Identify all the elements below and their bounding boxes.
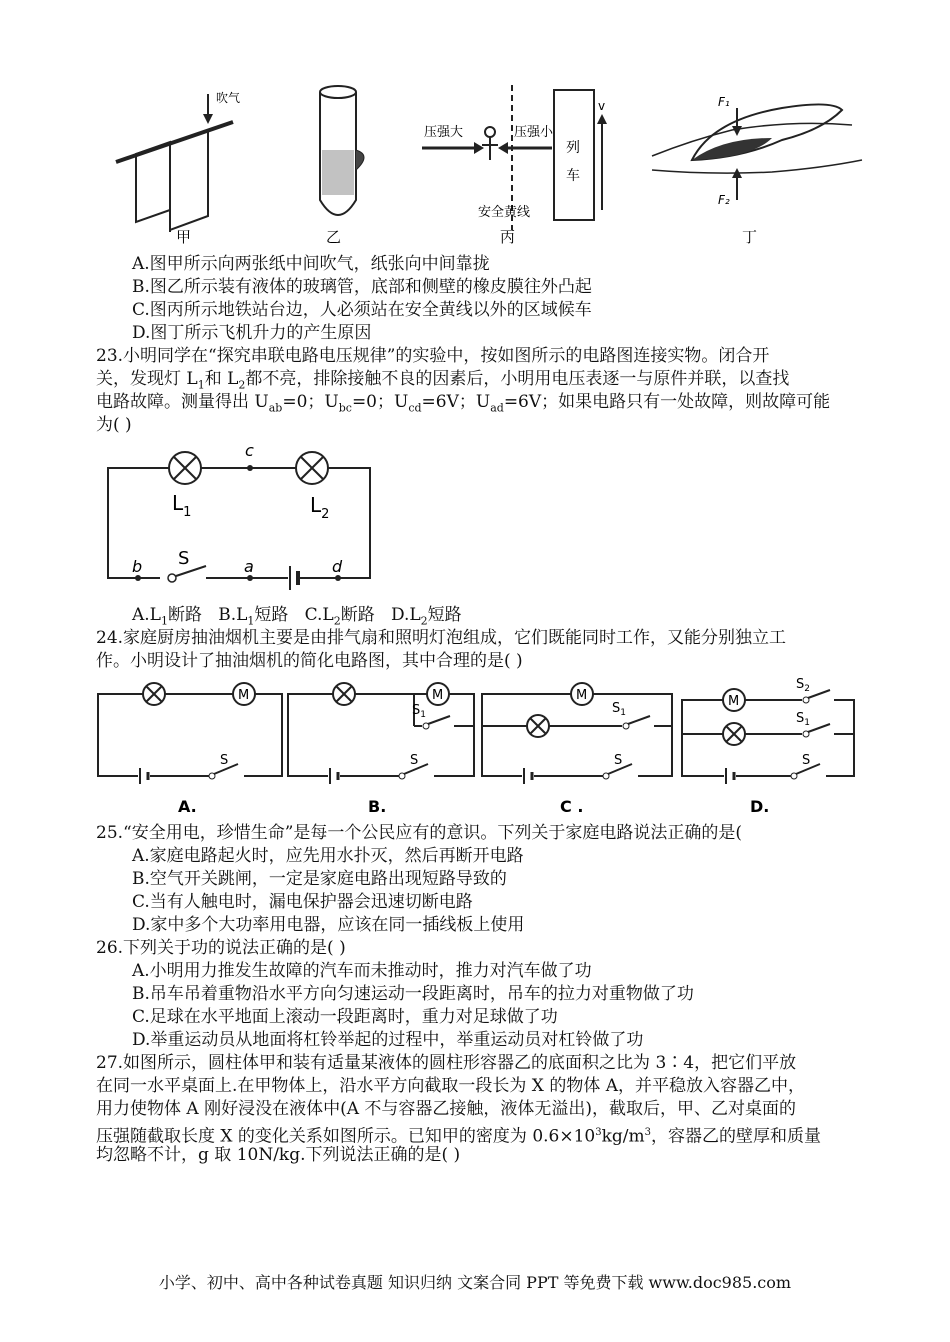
q26-stem: 26.下列关于功的说法正确的是( ) (96, 938, 346, 958)
jia-label: 甲 (176, 228, 192, 246)
svg-text:S: S (802, 753, 811, 768)
circuit-b: b (132, 557, 143, 576)
q24-circuit-b (288, 683, 474, 816)
bing-right: 压强小 (514, 125, 554, 140)
q24-circuits (92, 672, 867, 822)
circuit-c: c (245, 441, 254, 460)
q25-option-b: B.空气开关跳闸，一定是家庭电路出现短路导致的 (132, 869, 507, 889)
q22-option-a: A.图甲所示向两张纸中间吹气，纸张向中间靠拢 (132, 254, 490, 274)
svg-text:A.: A. (178, 797, 197, 816)
q26-option-d: D.举重运动员从地面将杠铃举起的过程中，举重运动员对杠铃做了功 (132, 1030, 644, 1050)
q27-line-4: 压强随截取长度 X 的变化关系如图所示。已知甲的密度为 $0.6\times 10^3kg/m^3$，容器乙的壁厚和质量 (96, 1126, 822, 1147)
q22-option-c: C.图丙所示地铁站台边，人必须站在安全黄线以外的区域候车 (132, 300, 592, 320)
figure-bing (422, 80, 622, 250)
svg-text:M: M (576, 688, 588, 703)
circuit-l2: $L_2$ (310, 493, 330, 522)
q27-line-1: 27.如图所示，圆柱体甲和装有适量某液体的圆柱形容器乙的底面积之比为 3∶4，把它们平放 (96, 1053, 797, 1073)
yi-label: 乙 (326, 228, 342, 246)
q22-option-b: B.图乙所示装有液体的玻璃管，底部和侧壁的橡皮膜往外凸起 (132, 277, 592, 297)
q23-circuit (100, 440, 380, 590)
ding-label: 丁 (742, 228, 758, 246)
q26-option-c: C.足球在水平地面上滚动一段距离时，重力对足球做了功 (132, 1007, 558, 1027)
q22-option-d: D.图丁所示飞机升力的产生原因 (132, 323, 372, 343)
circuit-a: a (244, 557, 254, 576)
bing-left: 压强大 (424, 125, 464, 140)
svg-text:M: M (728, 694, 740, 709)
q23-line-3: 电路故障。测量得出 $U_{ab}=0$；$U_{bc}=0$；$U_{cd}=6V$；$U_{ad}=6V$；如果电路只有一处故障，则故障可能 (96, 392, 831, 415)
page-footer: 小学、初中、高中各种试卷真题 知识归纳 文案合同 PPT 等免费下载 www.doc985.com (158, 1273, 792, 1292)
bing-v: v (598, 99, 606, 113)
q25-option-a: A.家庭电路起火时，应先用水扑灭，然后再断开电路 (132, 846, 524, 866)
bing-train-1: 列 (566, 140, 580, 156)
svg-text:M: M (238, 688, 250, 703)
q24-line-1: 24.家庭厨房抽油烟机主要是由排气扇和照明灯泡组成，它们既能同时工作，又能分别独立工 (96, 628, 787, 648)
q24-c-s1: $S_1$ (612, 701, 626, 718)
svg-text:D.: D. (750, 797, 770, 816)
svg-text:M: M (432, 688, 444, 703)
bing-label: 丙 (500, 228, 516, 246)
q24-d-s1: $S_1$ (796, 711, 810, 728)
ding-f2: F₂ (718, 193, 730, 207)
bing-train-2: 车 (566, 168, 580, 184)
q26-option-b: B.吊车吊着重物沿水平方向匀速运动一段距离时，吊车的拉力对重物做了功 (132, 984, 694, 1004)
q24-circuit-c (482, 683, 672, 816)
circuit-d: d (332, 557, 343, 576)
q24-line-2: 作。小明设计了抽油烟机的简化电路图，其中合理的是( ) (96, 651, 523, 671)
q24-b-s1: $S_1$ (412, 703, 426, 720)
q24-d-s2: $S_2$ (796, 677, 810, 694)
q26-option-a: A.小明用力推发生故障的汽车而未推动时，推力对汽车做了功 (132, 961, 592, 981)
q23-line-4: 为( ) (96, 415, 132, 435)
q27-line-2: 在同一水平桌面上.在甲物体上，沿水平方向截取一段长为 X 的物体 A，并平稳放入容器乙中， (96, 1076, 805, 1096)
q27-line-5: 均忽略不计，g 取 10N/kg.下列说法正确的是( ) (96, 1145, 461, 1165)
svg-text:S: S (614, 753, 623, 768)
svg-text:B.: B. (368, 797, 387, 816)
svg-text:S: S (220, 753, 229, 768)
q24-circuit-d (682, 677, 854, 816)
figure-yi (310, 80, 390, 250)
q27-line-3: 用力使物体 A 刚好浸没在液体中(A 不与容器乙接触，液体无溢出)，截取后，甲、乙对桌面的 (96, 1099, 797, 1119)
q25-stem: 25.“安全用电，珍惜生命”是每一个公民应有的意识。下列关于家庭电路说法正确的是( (96, 823, 743, 843)
figure-ding (652, 80, 872, 250)
svg-text:C .: C . (560, 797, 584, 816)
q23-line-2: 关，发现灯 $L_1$和 $L_2$都不亮，排除接触不良的因素后，小明用电压表逐一与原件并联，以查找 (96, 369, 790, 392)
bing-bottom: 安全黄线 (478, 205, 531, 220)
jia-arrow-label: 吹气 (216, 91, 241, 105)
svg-text:S: S (410, 753, 419, 768)
ding-f1: F₁ (718, 95, 730, 109)
q23-line-1: 23.小明同学在“探究串联电路电压规律”的实验中，按如图所示的电路图连接实物。闭合开 (96, 346, 770, 366)
q25-option-d: D.家中多个大功率用电器，应该在同一插线板上使用 (132, 915, 525, 935)
q24-circuit-a (98, 683, 282, 816)
q25-option-c: C.当有人触电时，漏电保护器会迅速切断电路 (132, 892, 473, 912)
circuit-l1: $L_1$ (172, 491, 192, 520)
q23-options: $A.L_1$断路 $B.L_1$短路 $C.L_2$断路 $D.L_2$短路 (132, 605, 462, 628)
circuit-s: S (178, 548, 190, 569)
figure-jia (108, 82, 241, 247)
